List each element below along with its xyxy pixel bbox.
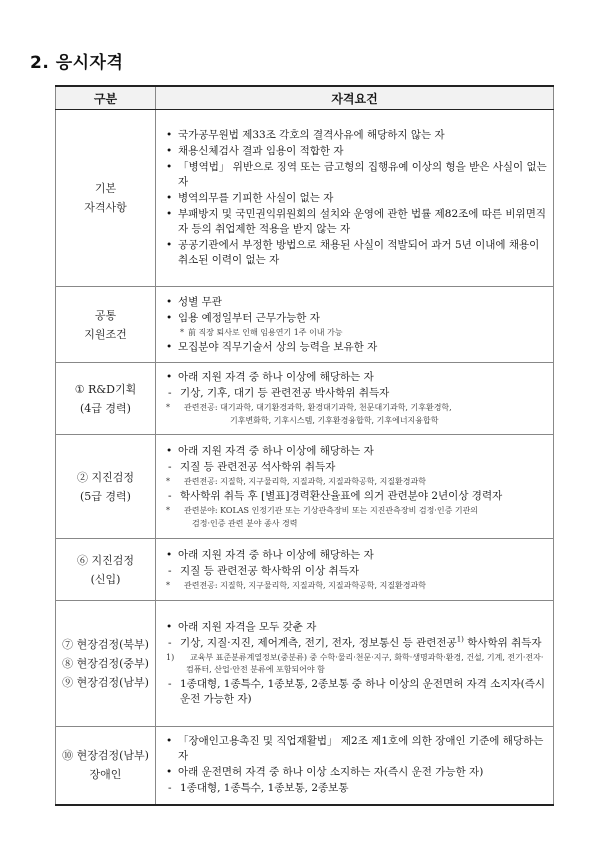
footnote-ref: 1): [456, 635, 464, 644]
note-item: 1) 교육부 표준분류계열정보(중분류) 중 수학·물리·천문·지구, 화학·생명과학·환경, 건설, 기계, 전기·전자·컴퓨터, 산업·안전 분류에 포함되어야 함: [166, 653, 544, 674]
row-requirements: [156, 601, 554, 727]
list-item: • 「병역법」 위반으로 징역 또는 금고형의 집행유예 이상의 형을 받은 사실이 없는 자: [162, 160, 547, 190]
note-item: * 관련전공: 지질학, 지구물리학, 지질과학, 지질과학공학, 지질환경과학: [166, 476, 426, 486]
row-requirements: [156, 539, 554, 601]
list-item: • 성별 무관: [162, 295, 547, 310]
table-row: [56, 287, 554, 363]
list-item: • 아래 지원 자격 중 하나 이상에 해당하는 자: [162, 548, 547, 563]
note-item: * 前 직장 퇴사로 인해 임용연기 1주 이내 가능: [180, 327, 343, 337]
note-item-continued: 기후변화학, 기후시스템, 기후환경융합학, 기후에너지융합학: [230, 416, 439, 425]
qualification-table: [55, 85, 554, 806]
header-category: 구분: [56, 86, 156, 110]
sub-item: - 학사학위 취득 후 [별표]경력환산율표에 의거 관련분야 2년이상 경력자: [168, 489, 503, 502]
sub-item: - 지질 등 관련전공 학사학위 이상 취득자: [168, 564, 359, 577]
list-item: • 「장애인고용촉진 및 직업재활법」 제2조 제1호에 의한 장애인 기준에 해당하는 자: [162, 734, 547, 764]
row-requirements: [156, 363, 554, 435]
note-item: * 관련전공: 지질학, 지구물리학, 지질과학, 지질과학공학, 지질환경과학: [166, 580, 426, 590]
table-row: [56, 539, 554, 601]
row-requirements: [156, 110, 554, 287]
row-requirements: [156, 435, 554, 539]
header-requirement: 자격요건: [156, 86, 554, 110]
row-requirements: [156, 287, 554, 363]
list-item: • 병역의무를 기피한 사실이 없는 자: [162, 191, 547, 206]
row-category: ② 지진검정 (5급 경력): [56, 435, 156, 539]
list-item: • 공공기관에서 부정한 방법으로 채용된 사실이 적발되어 과거 5년 이내에 채용이 취소된 이력이 없는 자: [162, 238, 547, 268]
list-item: • 모집분야 직무기술서 상의 능력을 보유한 자: [162, 340, 547, 355]
table-header-row: [56, 86, 554, 110]
list-item: • 채용신체검사 결과 임용이 적합한 자: [162, 144, 547, 159]
sub-item: - 기상, 지질·지진, 제어계측, 전기, 전자, 정보통신 등 관련전공$^{1)}$ 학사학위 취득자: [168, 635, 542, 649]
sub-item: - 기상, 기후, 대기 등 관련전공 박사학위 취득자: [168, 387, 390, 399]
table-row: [56, 110, 554, 287]
row-category: 기본 자격사항: [56, 110, 156, 287]
table-row: [56, 363, 554, 435]
table-row: [56, 727, 554, 805]
sub-item: - 1종대형, 1종특수, 1종보통, 2종보통: [168, 782, 349, 795]
row-category: ⑥ 지진검정 (신입): [56, 539, 156, 601]
table-row: [56, 435, 554, 539]
table-row: [56, 601, 554, 727]
row-requirements: [156, 727, 554, 805]
list-item: • 아래 지원 자격 중 하나 이상에 해당하는 자: [162, 370, 547, 385]
note-item-continued: 검정·인증 관련 분야 종사 경력: [192, 518, 298, 528]
sub-item: - 지질 등 관련전공 석사학위 취득자: [168, 460, 336, 473]
list-item: • 아래 운전면허 자격 중 하나 이상 소지하는 자(즉시 운전 가능한 자): [162, 765, 547, 780]
sub-item: - 1종대형, 1종특수, 1종보통, 2종보통 중 하나 이상의 운전면허 자격 소지자(즉시 운전 가능한 자): [168, 678, 546, 705]
list-item: • 국가공무원법 제33조 각호의 결격사유에 해당하지 않는 자: [162, 128, 547, 143]
row-category: 공통 지원조건: [56, 287, 156, 363]
row-category: ① R&D기획 (4급 경력): [56, 363, 156, 435]
section-title: 2. 응시자격: [30, 53, 124, 73]
list-item: • 부패방지 및 국민권익위원회의 설치와 운영에 관한 법률 제82조에 따른 비위면직자 등의 취업제한 적용을 받지 않는 자: [162, 207, 547, 237]
list-item: • 아래 지원 자격을 모두 갖춘 자: [162, 620, 547, 635]
note-item: * 관련분야: KOLAS 인정기관 또는 기상관측장비 또는 지진관측장비 검정·인증 기관의: [166, 505, 479, 515]
list-item: • 임용 예정일부터 근무가능한 자: [162, 311, 547, 326]
list-item: • 아래 지원 자격 중 하나 이상에 해당하는 자: [162, 444, 547, 459]
row-category: ⑩ 현장검정(남부) 장애인: [56, 727, 156, 805]
row-category: ⑦ 현장검정(북부) ⑧ 현장검정(중부) ⑨ 현장검정(남부): [56, 601, 156, 727]
note-item: * 관련전공: 대기과학, 대기환경과학, 환경대기과학, 천문대기과학, 기후환경학,: [166, 403, 452, 412]
